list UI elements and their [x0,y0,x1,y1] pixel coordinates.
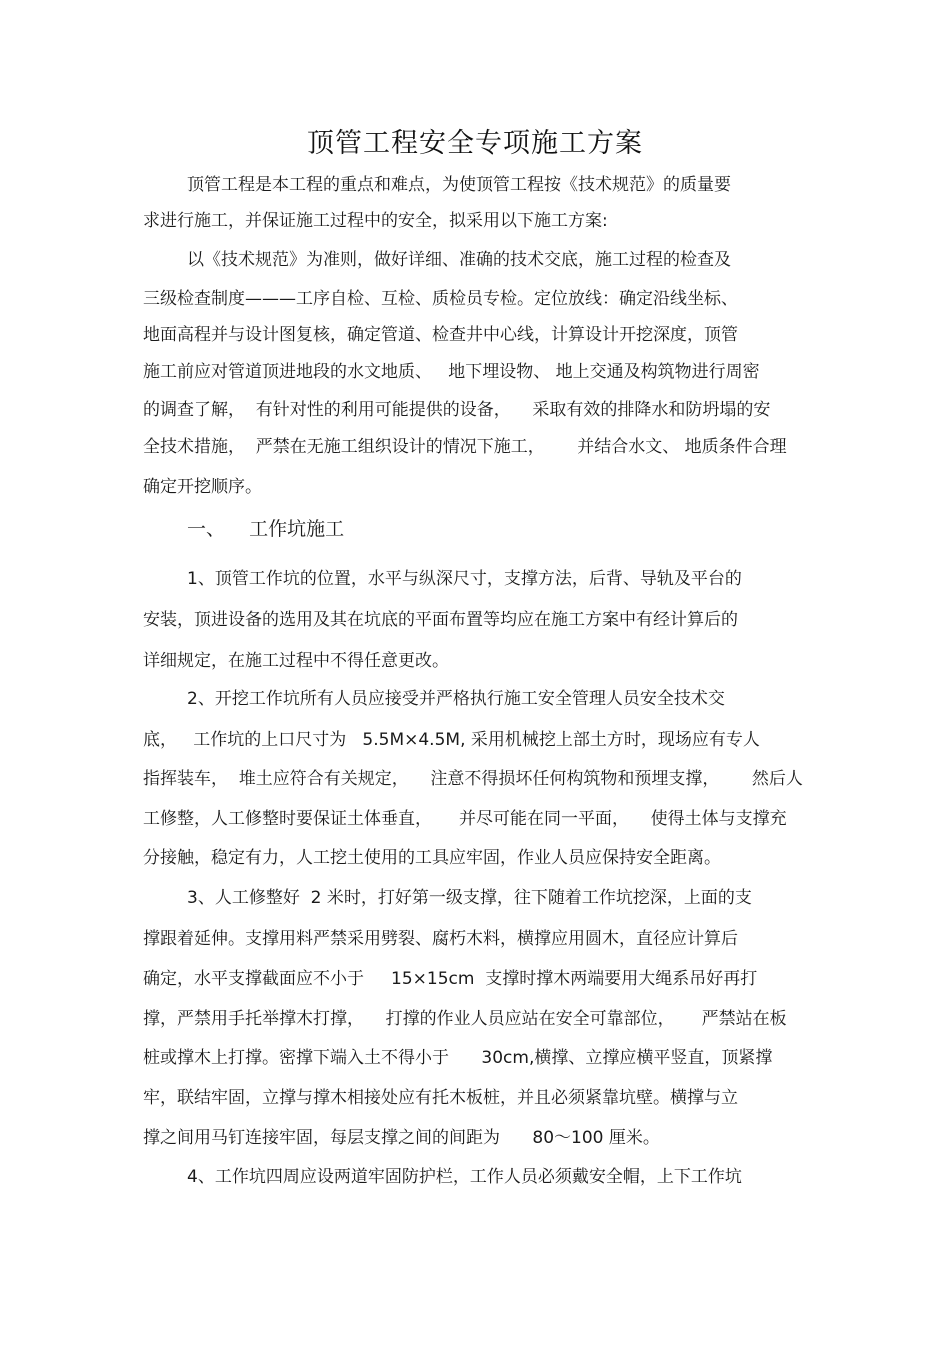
paragraph-line: 安装，顶进设备的选用及其在坑底的平面布置等均应在施工方案中有经计算后的 [143,610,738,630]
paragraph-line: 以《技术规范》为准则，做好详细、准确的技术交底，施工过程的检查及 [187,250,731,270]
paragraph-line: 撑，严禁用手托举撑木打撑， 打撑的作业人员应站在安全可靠部位， 严禁站在板 [143,1009,787,1029]
paragraph-line: 2、开挖工作坑所有人员应接受并严格执行施工安全管理人员安全技术交 [187,689,725,709]
document-title: 顶管工程安全专项施工方案 [307,128,643,159]
paragraph-line: 4、工作坑四周应设两道牢固防护栏，工作人员必须戴安全帽，上下工作坑 [187,1167,742,1187]
paragraph-line: 的调查了解， 有针对性的利用可能提供的设备， 采取有效的排降水和防坍塌的安 [143,400,771,420]
section-heading: 一、 工作坑施工 [187,518,345,540]
paragraph-line: 工修整，人工修整时要保证土体垂直， 并尽可能在同一平面， 使得土体与支撑充 [143,809,787,829]
paragraph-line: 桩或撑木上打撑。密撑下端入土不得小于 30cm,横撑、立撑应横平竖直，顶紧撑 [143,1048,773,1068]
paragraph-line: 确定开挖顺序。 [143,477,262,497]
paragraph-line: 施工前应对管道顶进地段的水文地质、 地下埋设物、 地上交通及构筑物进行周密 [143,362,760,382]
paragraph-line: 3、人工修整好 2 米时，打好第一级支撑，往下随着工作坑挖深，上面的支 [187,888,752,908]
paragraph-line: 全技术措施， 严禁在无施工组织设计的情况下施工， 并结合水文、 地质条件合理 [143,437,787,457]
paragraph-line: 顶管工程是本工程的重点和难点，为使顶管工程按《技术规范》的质量要 [187,175,731,195]
paragraph-line: 牢，联结牢固，立撑与撑木相接处应有托木板桩，并且必须紧靠坑壁。横撑与立 [143,1088,738,1108]
paragraph-line: 1、顶管工作坑的位置，水平与纵深尺寸，支撑方法，后背、导轨及平台的 [187,569,742,589]
paragraph-line: 三级检查制度———工序自检、互检、质检员专检。定位放线：确定沿线坐标、 [143,289,738,309]
paragraph-line: 确定，水平支撑截面应不小于 15×15cm 支撑时撑木两端要用大绳系吊好再打 [143,969,758,989]
paragraph-line: 求进行施工，并保证施工过程中的安全，拟采用以下施工方案: [143,211,608,231]
paragraph-line: 地面高程并与设计图复核，确定管道、检查井中心线，计算设计开挖深度，顶管 [143,325,738,345]
paragraph-line: 分接触，稳定有力，人工挖土使用的工具应牢固，作业人员应保持安全距离。 [143,848,721,868]
paragraph-line: 底， 工作坑的上口尺寸为 5.5M×4.5M, 采用机械挖上部土方时，现场应有专人 [143,730,760,750]
paragraph-line: 指挥装车， 堆土应符合有关规定， 注意不得损坏任何构筑物和预埋支撑， 然后人 [143,769,803,789]
paragraph-line: 撑之间用马钉连接牢固，每层支撑之间的间距为 80～100 厘米。 [143,1128,660,1148]
paragraph-line: 详细规定，在施工过程中不得任意更改。 [143,651,449,671]
paragraph-line: 撑跟着延伸。支撑用料严禁采用劈裂、腐朽木料，横撑应用圆木，直径应计算后 [143,929,738,949]
